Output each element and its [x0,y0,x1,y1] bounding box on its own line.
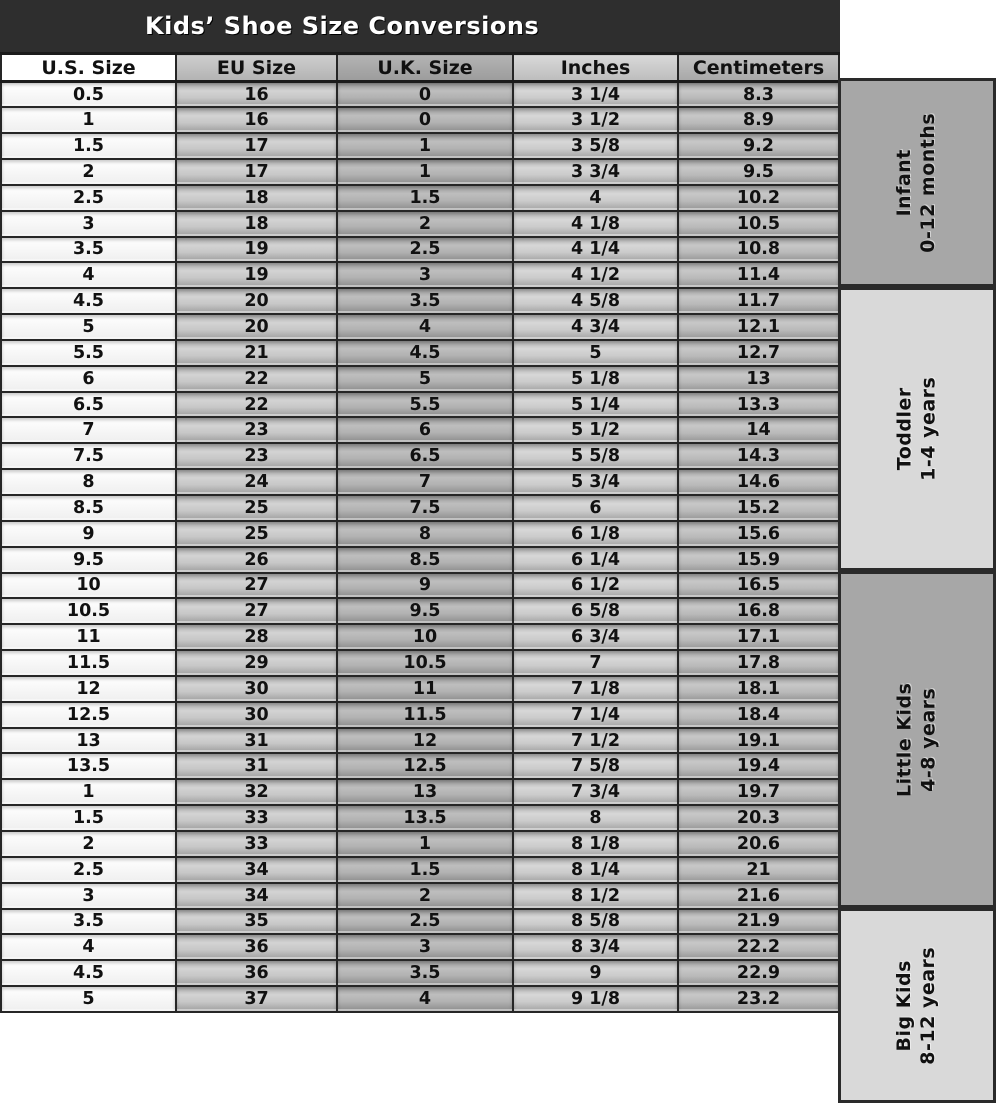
cell: 7 1/8 [513,676,678,702]
cell: 3 [337,262,513,288]
column-header: U.S. Size [1,54,176,82]
cell: 36 [176,934,337,960]
cell: 6 5/8 [513,598,678,624]
cell: 11 [1,624,176,650]
cell: 5 1/2 [513,417,678,443]
title-bar [0,0,840,52]
cell: 8 3/4 [513,934,678,960]
cell: 0 [337,107,513,133]
cell: 21 [176,340,337,366]
cell: 16.8 [678,598,839,624]
cell: 27 [176,598,337,624]
table-row [1,624,839,650]
cell: 6.5 [1,392,176,418]
cell: 10 [1,573,176,599]
table-row [1,495,839,521]
cell: 9 1/8 [513,986,678,1012]
cell: 13.5 [337,805,513,831]
header-row [1,54,839,82]
cell: 7 [1,417,176,443]
cell: 3 [1,883,176,909]
cell: 1.5 [337,857,513,883]
age-group-toddler [838,287,996,571]
cell: 31 [176,753,337,779]
table-row [1,237,839,263]
cell: 9 [337,573,513,599]
cell: 34 [176,883,337,909]
cell: 20.3 [678,805,839,831]
cell: 22.2 [678,934,839,960]
table-row [1,547,839,573]
cell: 26 [176,547,337,573]
table-row [1,288,839,314]
cell: 19.7 [678,779,839,805]
cell: 11 [337,676,513,702]
cell: 16 [176,107,337,133]
cell: 1 [337,831,513,857]
cell: 20.6 [678,831,839,857]
cell: 15.2 [678,495,839,521]
cell: 12 [337,728,513,754]
cell: 34 [176,857,337,883]
cell: 13 [678,366,839,392]
cell: 2 [337,211,513,237]
cell: 6 1/8 [513,521,678,547]
cell: 3 5/8 [513,133,678,159]
cell: 8.5 [337,547,513,573]
cell: 5 [337,366,513,392]
cell: 7 5/8 [513,753,678,779]
cell: 27 [176,573,337,599]
table-row [1,262,839,288]
cell: 21 [678,857,839,883]
cell: 17 [176,159,337,185]
cell: 15.6 [678,521,839,547]
cell: 6 1/4 [513,547,678,573]
cell: 5 1/8 [513,366,678,392]
cell: 33 [176,831,337,857]
cell: 17 [176,133,337,159]
cell: 10.8 [678,237,839,263]
cell: 7 1/4 [513,702,678,728]
table-row [1,753,839,779]
cell: 8.3 [678,82,839,108]
cell: 7 [513,650,678,676]
page-title: Kids’ Shoe Size Conversions [145,12,540,40]
cell: 13.5 [1,753,176,779]
age-group-label: Infant 0-12 months [893,112,939,253]
cell: 1 [337,159,513,185]
cell: 14.3 [678,443,839,469]
cell: 10.5 [337,650,513,676]
column-header: EU Size [176,54,337,82]
cell: 5.5 [1,340,176,366]
table-row [1,883,839,909]
cell: 8 1/4 [513,857,678,883]
cell: 25 [176,495,337,521]
table-row [1,366,839,392]
cell: 3 1/4 [513,82,678,108]
cell: 19.4 [678,753,839,779]
cell: 19 [176,262,337,288]
cell: 4 [337,314,513,340]
cell: 2.5 [1,857,176,883]
cell: 4 1/8 [513,211,678,237]
age-group-big-kids [838,908,996,1103]
cell: 3.5 [1,237,176,263]
cell: 20 [176,288,337,314]
table-row [1,443,839,469]
table-row [1,82,839,108]
cell: 7 3/4 [513,779,678,805]
cell: 18 [176,185,337,211]
cell: 12.5 [1,702,176,728]
cell: 3 3/4 [513,159,678,185]
cell: 1.5 [337,185,513,211]
cell: 6 1/2 [513,573,678,599]
cell: 14.6 [678,469,839,495]
cell: 32 [176,779,337,805]
table-row [1,702,839,728]
cell: 5 3/4 [513,469,678,495]
cell: 19 [176,237,337,263]
cell: 4 [1,934,176,960]
table-row [1,521,839,547]
cell: 10.5 [678,211,839,237]
table-row [1,417,839,443]
cell: 21.6 [678,883,839,909]
cell: 1.5 [1,805,176,831]
cell: 2.5 [1,185,176,211]
cell: 30 [176,702,337,728]
table-row [1,469,839,495]
cell: 9.5 [1,547,176,573]
cell: 25 [176,521,337,547]
cell: 0 [337,82,513,108]
cell: 1.5 [1,133,176,159]
cell: 35 [176,909,337,935]
cell: 33 [176,805,337,831]
table-row [1,314,839,340]
cell: 22 [176,392,337,418]
cell: 11.7 [678,288,839,314]
cell: 4 1/2 [513,262,678,288]
table-row [1,650,839,676]
table-row [1,960,839,986]
cell: 28 [176,624,337,650]
cell: 8 [513,805,678,831]
cell: 2.5 [337,909,513,935]
cell: 16 [176,82,337,108]
cell: 0.5 [1,82,176,108]
age-group-label: Little Kids 4-8 years [893,682,939,797]
cell: 17.1 [678,624,839,650]
cell: 9 [1,521,176,547]
cell: 4 5/8 [513,288,678,314]
cell: 2.5 [337,237,513,263]
cell: 29 [176,650,337,676]
cell: 18 [176,211,337,237]
table-header [1,54,839,82]
cell: 1 [1,779,176,805]
cell: 14 [678,417,839,443]
table-row [1,340,839,366]
cell: 4.5 [1,288,176,314]
cell: 3.5 [337,960,513,986]
cell: 30 [176,676,337,702]
cell: 8 1/2 [513,883,678,909]
cell: 4.5 [337,340,513,366]
cell: 1 [337,133,513,159]
cell: 1 [1,107,176,133]
cell: 3.5 [337,288,513,314]
table-row [1,159,839,185]
cell: 18.4 [678,702,839,728]
cell: 13 [337,779,513,805]
cell: 9.5 [678,159,839,185]
cell: 12.5 [337,753,513,779]
conversion-table [0,52,840,1013]
cell: 12.1 [678,314,839,340]
cell: 4 [1,262,176,288]
cell: 11.5 [337,702,513,728]
cell: 23 [176,443,337,469]
table-row [1,211,839,237]
table-row [1,185,839,211]
cell: 9 [513,960,678,986]
cell: 23 [176,417,337,443]
table-row [1,986,839,1012]
cell: 31 [176,728,337,754]
cell: 8 1/8 [513,831,678,857]
cell: 8.9 [678,107,839,133]
cell: 19.1 [678,728,839,754]
table-row [1,831,839,857]
cell: 2 [1,831,176,857]
table-row [1,133,839,159]
age-group-label: Toddler 1-4 years [893,376,939,482]
table-row [1,857,839,883]
table-row [1,909,839,935]
cell: 24 [176,469,337,495]
cell: 7.5 [337,495,513,521]
table-row [1,779,839,805]
cell: 4 1/4 [513,237,678,263]
cell: 8 [337,521,513,547]
age-group-label: Big Kids 8-12 years [893,946,939,1065]
cell: 13.3 [678,392,839,418]
cell: 10 [337,624,513,650]
cell: 7.5 [1,443,176,469]
column-header: Centimeters [678,54,839,82]
cell: 6 [513,495,678,521]
cell: 4 [337,986,513,1012]
column-header: Inches [513,54,678,82]
cell: 36 [176,960,337,986]
cell: 10.2 [678,185,839,211]
table-row [1,934,839,960]
cell: 12.7 [678,340,839,366]
cell: 6 [1,366,176,392]
column-header: U.K. Size [337,54,513,82]
cell: 4 3/4 [513,314,678,340]
table-row [1,573,839,599]
cell: 8 5/8 [513,909,678,935]
cell: 4.5 [1,960,176,986]
cell: 6 [337,417,513,443]
cell: 16.5 [678,573,839,599]
cell: 5 1/4 [513,392,678,418]
cell: 15.9 [678,547,839,573]
table-row [1,805,839,831]
cell: 5 [1,314,176,340]
cell: 3 [337,934,513,960]
cell: 9.5 [337,598,513,624]
cell: 5.5 [337,392,513,418]
cell: 37 [176,986,337,1012]
cell: 2 [1,159,176,185]
cell: 2 [337,883,513,909]
cell: 10.5 [1,598,176,624]
cell: 22.9 [678,960,839,986]
age-group-little-kids [838,571,996,908]
cell: 7 [337,469,513,495]
cell: 17.8 [678,650,839,676]
cell: 5 [1,986,176,1012]
cell: 3.5 [1,909,176,935]
cell: 11.4 [678,262,839,288]
cell: 20 [176,314,337,340]
cell: 11.5 [1,650,176,676]
table-row [1,107,839,133]
cell: 3 1/2 [513,107,678,133]
cell: 18.1 [678,676,839,702]
cell: 4 [513,185,678,211]
table-row [1,676,839,702]
cell: 23.2 [678,986,839,1012]
cell: 3 [1,211,176,237]
table-body [1,82,839,1012]
cell: 8 [1,469,176,495]
cell: 7 1/2 [513,728,678,754]
cell: 5 [513,340,678,366]
cell: 6 3/4 [513,624,678,650]
table-row [1,392,839,418]
cell: 21.9 [678,909,839,935]
cell: 9.2 [678,133,839,159]
cell: 8.5 [1,495,176,521]
cell: 22 [176,366,337,392]
cell: 5 5/8 [513,443,678,469]
age-group-infant [838,78,996,287]
table-row [1,598,839,624]
table-row [1,728,839,754]
cell: 12 [1,676,176,702]
cell: 6.5 [337,443,513,469]
cell: 13 [1,728,176,754]
